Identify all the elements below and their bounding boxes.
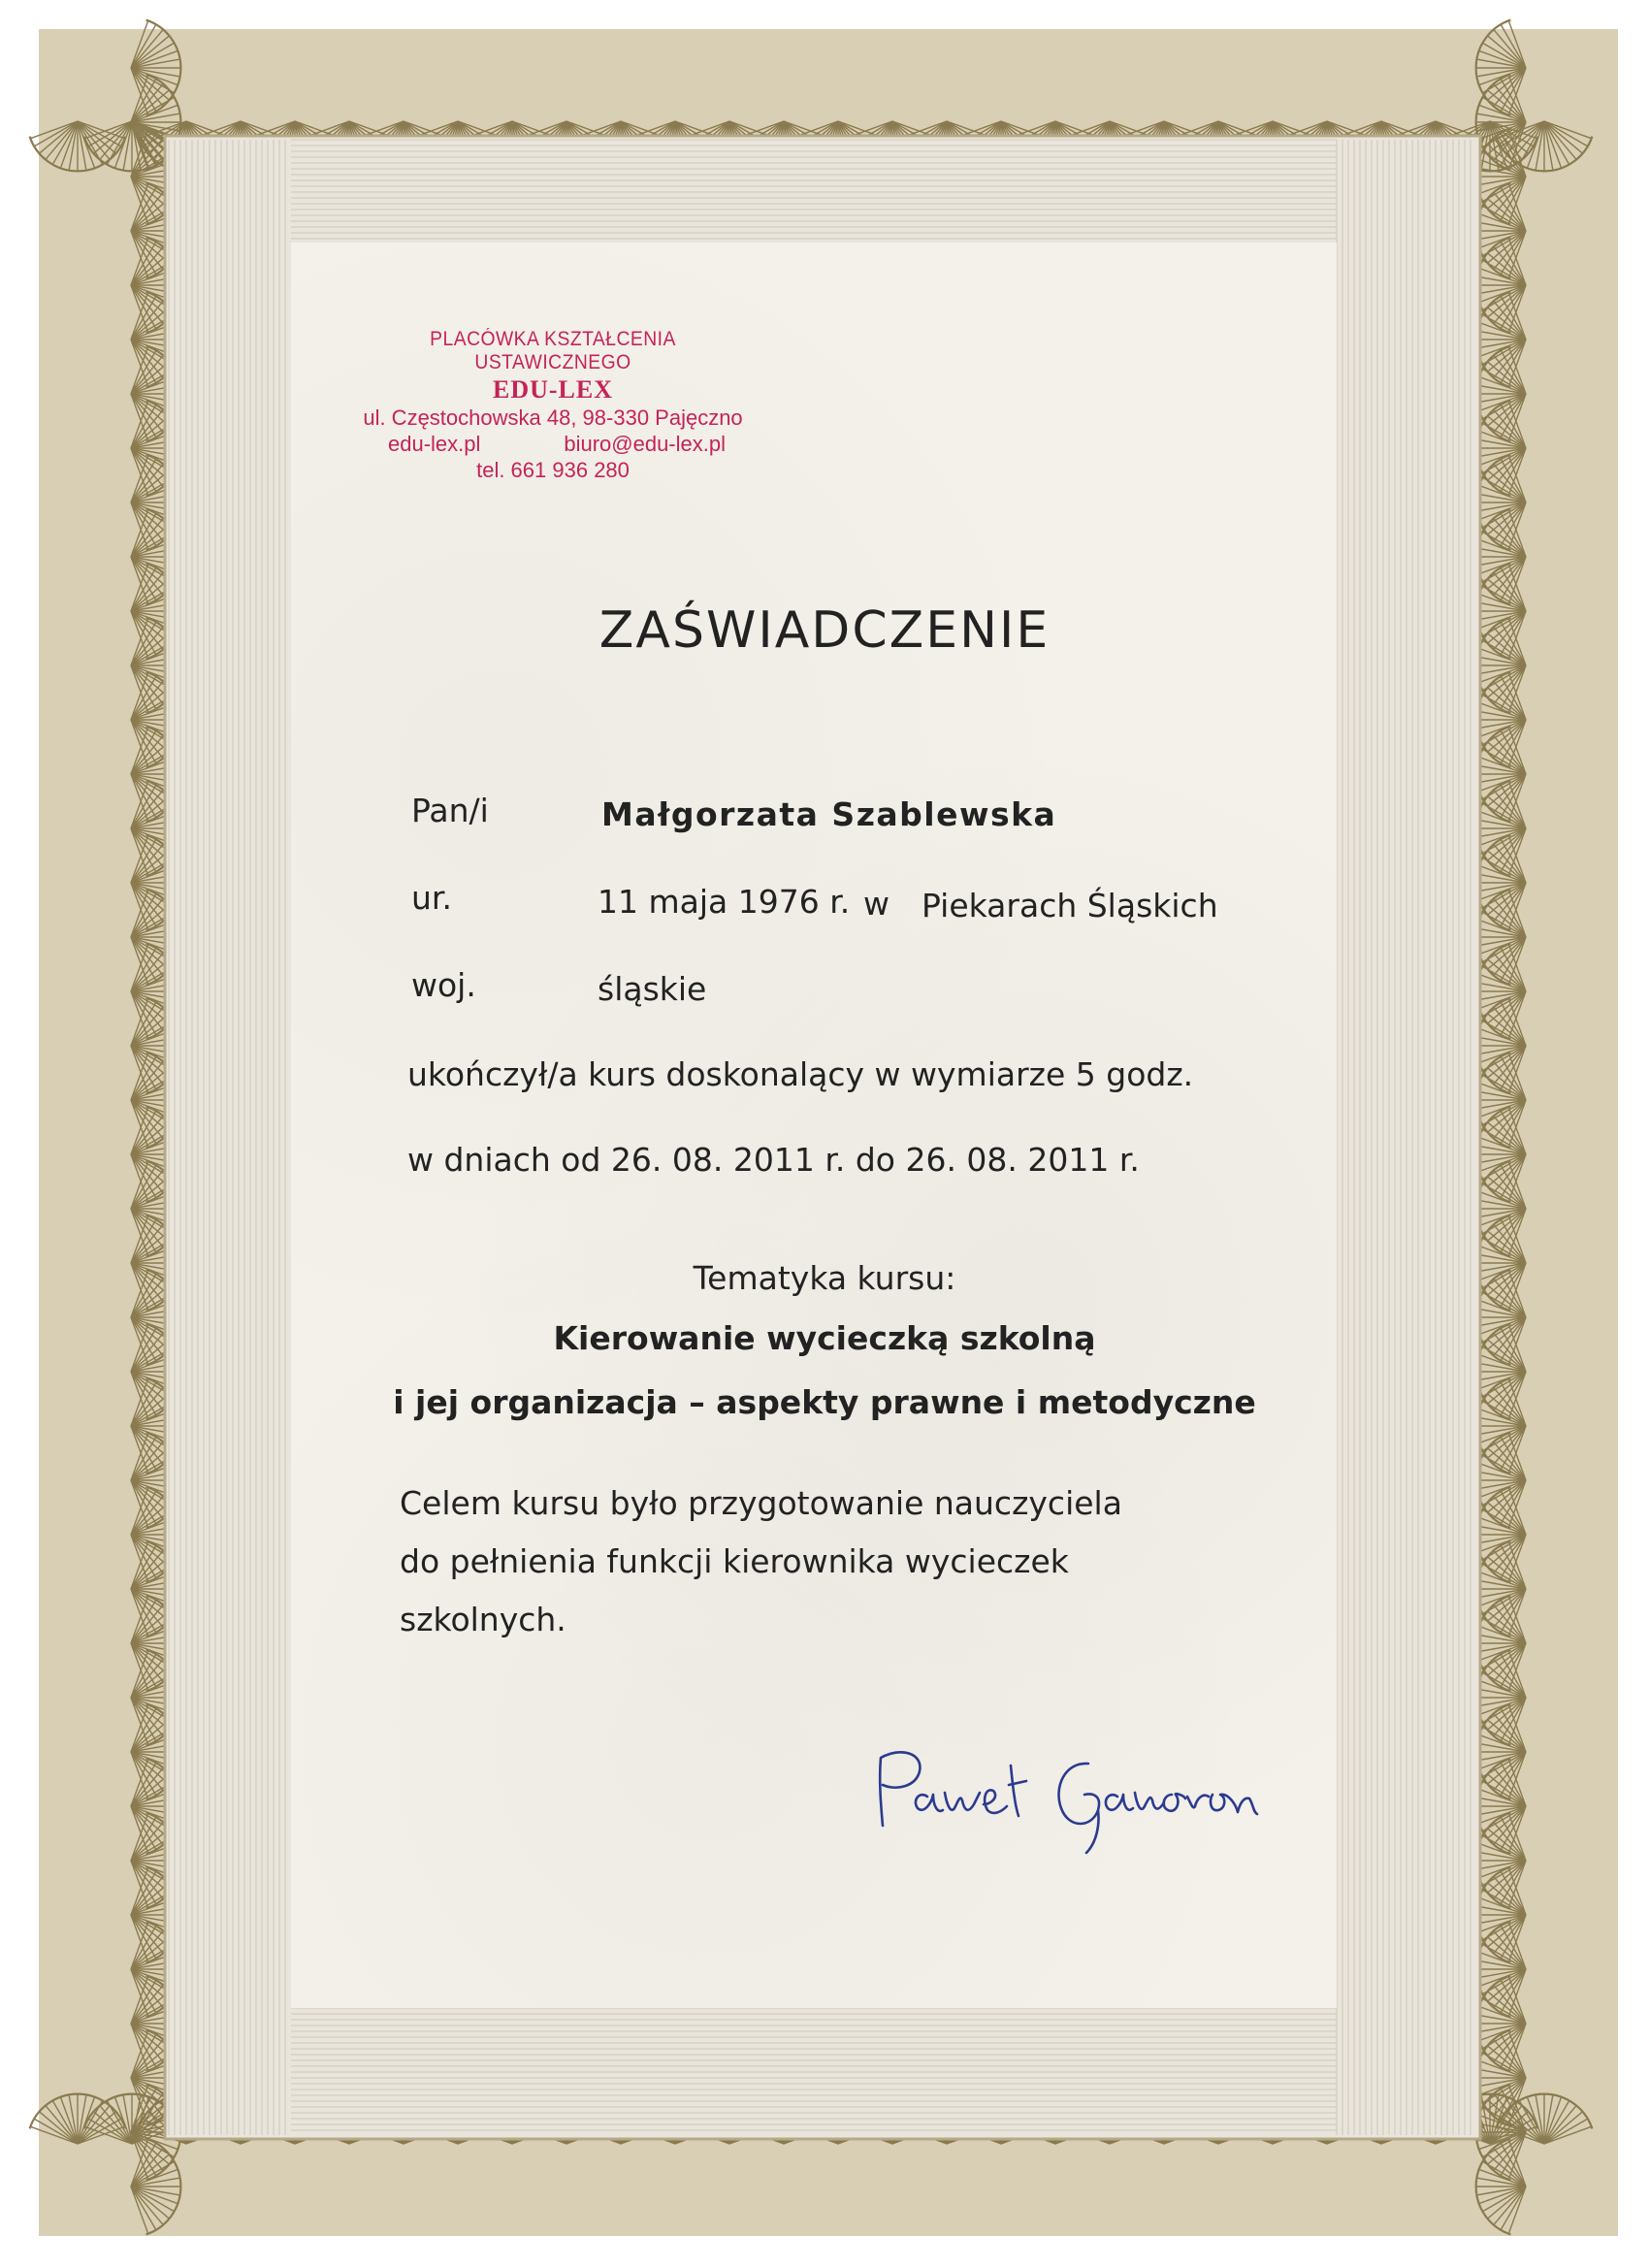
goal-line-3: szkolnych.: [400, 1601, 566, 1638]
name-label: Pan/i: [411, 792, 489, 829]
birth-date: 11 maja 1976 r.: [598, 883, 851, 921]
stamp-phone: tel. 661 936 280: [476, 458, 630, 482]
handwritten-signature: [863, 1736, 1271, 1863]
goal-line-2: do pełnienia funkcji kierownika wycieczek: [400, 1542, 1069, 1580]
stamp-institution: PLACÓWKA KSZTAŁCENIA USTAWICZNEGO: [430, 328, 676, 373]
goal-line-1: Celem kursu było przygotowanie nauczyciela: [400, 1484, 1122, 1522]
topic-line-2: i jej organizacja – aspekty prawne i metodyczne: [393, 1383, 1256, 1421]
stamp-contacts: [359, 432, 747, 457]
province-value: śląskie: [598, 970, 707, 1008]
stamp-email: biuro@edu-lex.pl: [564, 432, 726, 456]
recipient-name: Małgorzata Szablewska: [601, 795, 1057, 833]
course-dates: w dniach od 26. 08. 2011 r. do 26. 08. 2011 r.: [407, 1141, 1140, 1179]
issuer-stamp: [359, 328, 747, 483]
stamp-address: ul. Częstochowska 48, 98-330 Pajęczno: [363, 405, 743, 430]
topic-label: Tematyka kursu:: [693, 1259, 956, 1297]
province-label: woj.: [411, 966, 476, 1004]
birth-place: Piekarach Śląskich: [922, 887, 1218, 924]
stamp-brand: EDU-LEX: [492, 375, 613, 404]
stamp-website: edu-lex.pl: [388, 432, 481, 456]
certificate-title: ZAŚWIADCZENIE: [598, 601, 1051, 660]
birth-in: w: [863, 885, 889, 923]
topic-line-1: Kierowanie wycieczką szkolną: [553, 1319, 1096, 1357]
completion-statement: ukończył/a kurs doskonalący w wymiarze 5 godz.: [407, 1055, 1194, 1093]
birth-label: ur.: [411, 879, 452, 917]
